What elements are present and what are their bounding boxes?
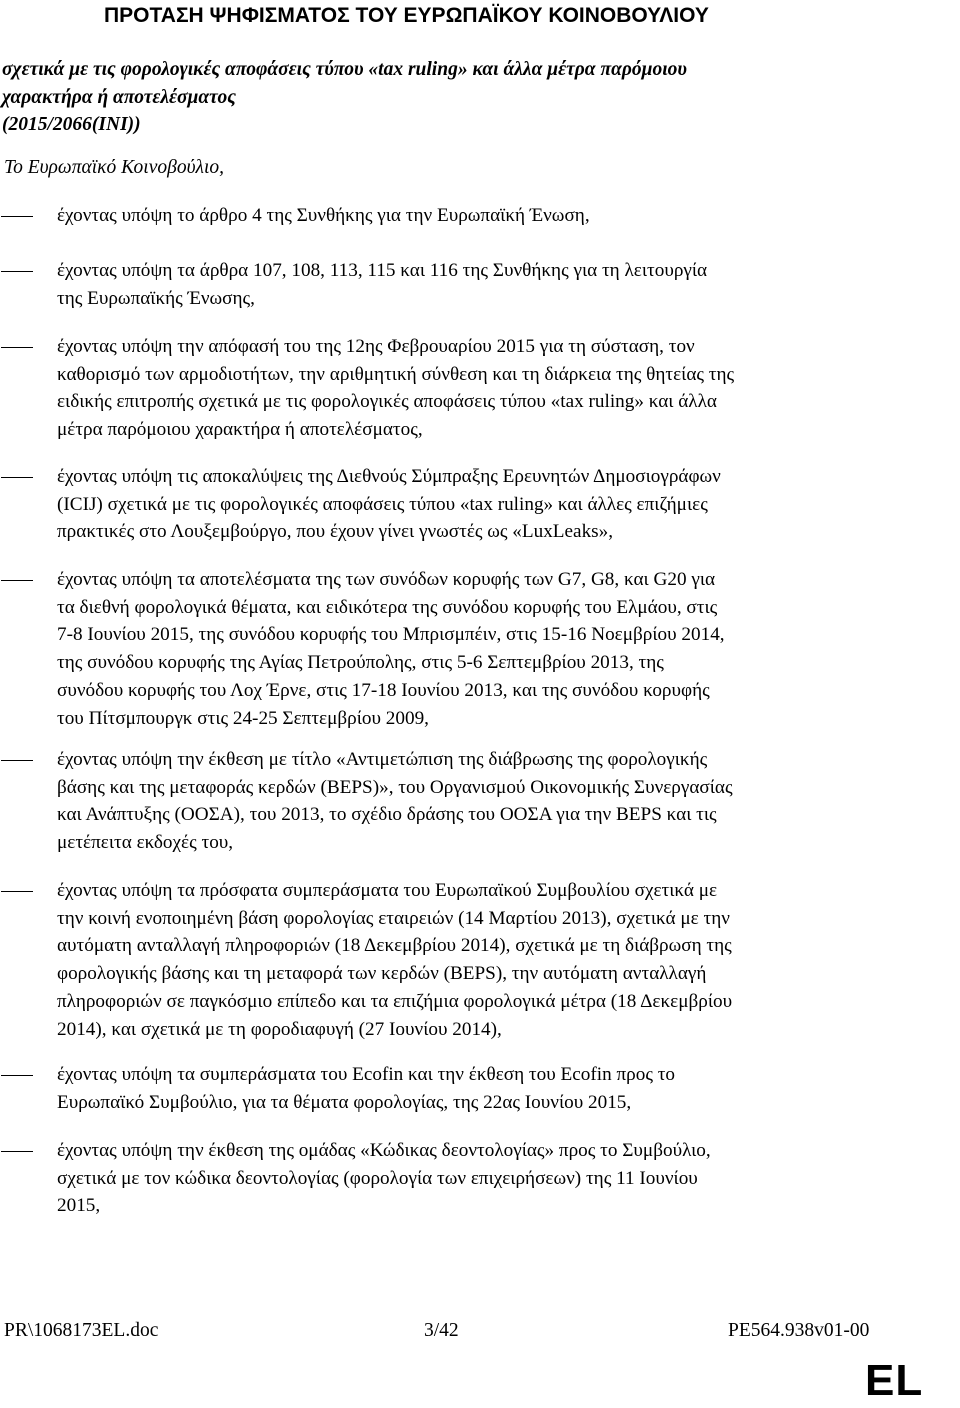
recital-line: 2014), και σχετικά με τη φοροδιαφυγή (27 Ιουνίου 2014), [57,1018,502,1040]
dash-bullet [0,566,34,594]
recital-text [57,333,900,444]
subtitle-line: σχετικά με τις φορολογικές αποφάσεις τύπου «tax ruling» και άλλα μέτρα παρόμοιου [2,59,687,80]
recital-line: καθορισμό των αρμοδιοτήτων, την αριθμητική σύνθεση και τη διάρκεια της θητείας της [57,363,735,385]
recital-line: σχετικά με τον κώδικα δεοντολογίας (φορολογία των επιχειρήσεων) της 11 Ιουνίου [57,1167,698,1189]
recital-line: έχοντας υπόψη τα συμπεράσματα του Ecofin και την έκθεση του Ecofin προς το [57,1064,676,1085]
recital-text [57,1061,900,1116]
recital-line: έχοντας υπόψη το άρθρο 4 της Συνθήκης για την Ευρωπαϊκή Ένωση, [57,205,590,226]
recital-line: 2015, [57,1195,101,1217]
recital [0,257,900,312]
language-code: EL [865,1356,924,1405]
recital [0,1137,900,1220]
recital-line: έχοντας υπόψη την απόφασή του της 12ης Φεβρουαρίου 2015 για τη σύσταση, τον [57,336,695,357]
recital-line: τα διεθνή φορολογικά θέματα, και ειδικότερα της συνόδου κορυφής του Ελμάου, στις [57,596,718,618]
recital-line: πληροφοριών σε παγκόσμιο επίπεδο και τα επιζήμια φορολογικά μέτρα (18 Δεκεμβρίου [57,990,733,1012]
recital-line: αυτόματη ανταλλαγή πληροφοριών (18 Δεκεμβρίου 2014), σχετικά με τη διάβρωση της [57,935,732,957]
dash-bullet [0,257,34,285]
recital [0,566,900,732]
recital-line: της Ευρωπαϊκής Ένωσης, [57,287,255,309]
recital-line: έχοντας υπόψη τα πρόσφατα συμπεράσματα του Ευρωπαϊκού Συμβουλίου σχετικά με [57,880,718,901]
footer-page-number: 3/42 [424,1320,459,1341]
recital [0,1061,900,1116]
recital [0,463,900,546]
recital-line: πρακτικές στο Λουξεμβούργο, που έχουν γίνει γνωστές ως «LuxLeaks», [57,521,614,543]
recital-line: συνόδου κορυφής του Λοχ Έρνε, στις 17-18 Ιουνίου 2013, και της συνόδου κορυφής [57,679,710,701]
recital [0,202,900,230]
recital-line: μετέπειτα εκδοχές του, [57,832,234,854]
recital-line: έχοντας υπόψη τις αποκαλύψεις της Διεθνούς Σύμπραξης Ερευνητών Δημοσιογράφων [57,466,721,487]
recital-text [57,566,900,732]
recital [0,333,900,444]
recital-line: την κοινή ενοποιημένη βάση φορολογίας εταιρειών (14 Μαρτίου 2013), σχετικά με την [57,907,730,929]
dash-bullet [0,333,34,361]
procedure-number: (2015/2066(INI)) [2,114,141,135]
recital [0,877,900,1043]
recital-line: μέτρα παρόμοιου χαρακτήρα ή αποτελέσματος, [57,419,423,441]
recital-line: έχοντας υπόψη την έκθεση με τίτλο «Αντιμετώπιση της διάβρωσης της φορολογικής [57,749,708,770]
recital-line: του Πίτσμπουργκ στις 24-25 Σεπτεμβρίου 2009, [57,707,429,729]
recital-line: Ευρωπαϊκό Συμβούλιο, για τα θέματα φορολογίας, της 22ας Ιουνίου 2015, [57,1091,632,1113]
page-title: ΠΡΟΤΑΣΗ ΨΗΦΙΣΜΑΤΟΣ ΤΟΥ ΕΥΡΩΠΑΪΚΟΥ ΚΟΙΝΟΒΟΥΛΙΟΥ [104,4,709,27]
recital [0,746,900,857]
recital-line: έχοντας υπόψη τα αποτελέσματα της των συνόδων κορυφής των G7, G8, και G20 για [57,569,716,590]
recital-line: της συνόδου κορυφής της Αγίας Πετρούπολης, στις 5-6 Σεπτεμβρίου 2013, της [57,652,664,674]
dash-bullet [0,463,34,491]
footer-pe-reference: PE564.938v01-00 [728,1320,870,1341]
recital-line: (ICIJ) σχετικά με τις φορολογικές αποφάσεις τύπου «tax ruling» και άλλες επιζήμιες [57,493,708,515]
recital-line: και Ανάπτυξης (ΟΟΣΑ), του 2013, το σχέδιο δράσης του ΟΟΣΑ για την BEPS και τις [57,804,717,826]
dash-bullet [0,746,34,774]
recital-line: φορολογικής βάσης και τη μεταφορά των κερδών (BEPS), την αυτόματη ανταλλαγή [57,963,707,985]
subtitle-line: χαρακτήρα ή αποτελέσματος [2,86,236,108]
recital-text [57,257,900,312]
recital-line: ειδικής επιτροπής σχετικά με τις φορολογικές αποφάσεις τύπου «tax ruling» και άλλα [57,391,717,413]
dash-bullet [0,202,34,230]
footer-document-reference: PR\1068173EL.doc [4,1320,159,1341]
dash-bullet [0,1061,34,1089]
recital-text [57,877,900,1043]
recital-text [57,202,900,230]
recital-line: έχοντας υπόψη την έκθεση της ομάδας «Κώδικας δεοντολογίας» προς το Συμβούλιο, [57,1140,711,1161]
preamble: Το Ευρωπαϊκό Κοινοβούλιο, [4,157,225,178]
recital-line: 7-8 Ιουνίου 2015, της συνόδου κορυφής του Μπρισμπέιν, στις 15-16 Νοεμβρίου 2014, [57,624,725,646]
recital-line: βάσης και της μεταφοράς κερδών (BEPS)», του Οργανισμού Οικονομικής Συνεργασίας [57,776,733,798]
resolution-subtitle [2,56,687,139]
recital-line: έχοντας υπόψη τα άρθρα 107, 108, 113, 115 και 116 της Συνθήκης για τη λειτουργία [57,260,708,281]
dash-bullet [0,1137,34,1165]
recital-text [57,463,900,546]
recital-text [57,1137,900,1220]
recital-text [57,746,900,857]
dash-bullet [0,877,34,905]
